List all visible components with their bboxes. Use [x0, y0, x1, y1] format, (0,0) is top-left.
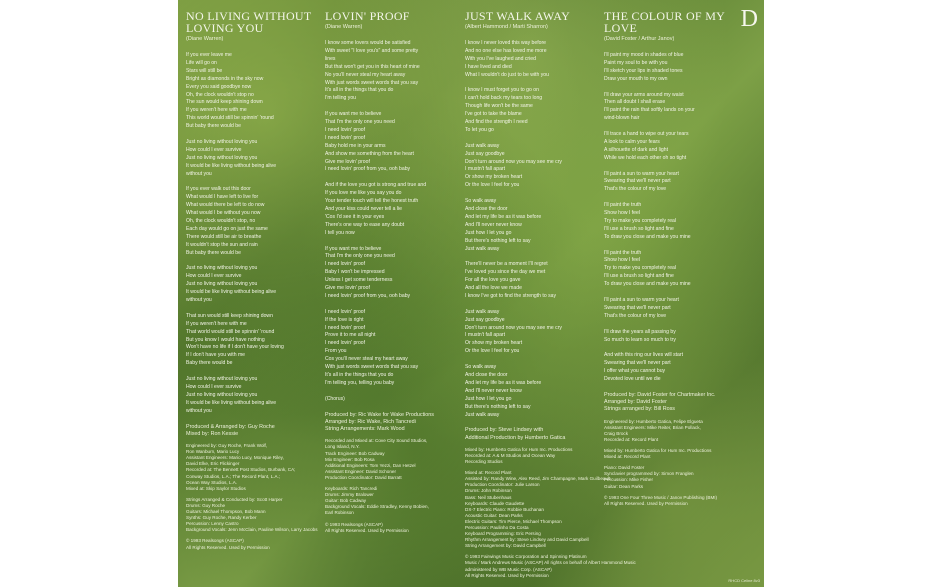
lyric-line: If you want me to believe — [325, 245, 382, 252]
lyric-line: I need lovin' proof — [325, 340, 366, 347]
lyric-line: I need lovin' proof — [325, 261, 366, 268]
lyric-line: Just no living without loving you — [186, 138, 258, 145]
credit-line: Ocean Way Studios, L.A. — [186, 479, 238, 485]
lyric-line: Just how I let you go — [465, 395, 512, 402]
lyric-line: Just no living without loving you — [186, 391, 258, 398]
lyric-line: If you weren't here with me — [186, 107, 247, 114]
credit-line: Additional Engineers: Tom Yezzi, Dan Hetzel — [325, 462, 416, 468]
credit-line: Production Coordinator: Julie Larson — [465, 482, 540, 488]
lyric-line: I mustn't fall apart — [465, 166, 506, 173]
lyric-line: I'll paint a sun to warm your heart — [604, 297, 679, 303]
song-writer: (David Foster / Arthur Janov) — [604, 36, 675, 42]
lyric-line: Swearing that we'll never part — [604, 360, 671, 367]
producer-credit: Additional Production by Humberto Gatica — [465, 434, 566, 441]
lyric-line: And show me something from the heart — [325, 150, 414, 157]
credit-line: Mixed by: Humberto Gatica for Hum Inc. Productions — [604, 448, 712, 454]
lyric-line: Devoted love until we die — [604, 376, 661, 383]
lyric-line: Draw your mouth to my own — [604, 75, 668, 82]
lyric-line: I need lovin' proof — [325, 324, 366, 331]
credit-line: Mixed at: Skip Saylor Studios — [186, 485, 246, 491]
producer-credit: Arranged by: Ric Wake, Rich Tancredi — [325, 418, 416, 425]
lyric-line: If the love is right — [325, 316, 364, 323]
song-writer: (Albert Hammond / Marti Sharron) — [465, 24, 548, 30]
credit-line: Recorded at: A & M Studios and Ocean Way — [465, 452, 556, 458]
stanza — [604, 202, 738, 242]
song-title: NO LIVING WITHOUT LOVING YOU — [186, 9, 312, 35]
stanza — [465, 309, 601, 356]
lyric-line: Then all doubt I shall erase — [604, 99, 666, 106]
producer-credit: Strings arranged by: Bill Ross — [604, 406, 676, 413]
lyric-line: I'll paint my mood in shades of blue — [604, 52, 684, 58]
lyric-line: Every you said goodbye now — [186, 83, 252, 90]
lyric-line: I need lovin' proof from you, ooh baby — [325, 166, 411, 173]
lyric-line: without you — [186, 170, 212, 177]
credit-line: Music / Mark Andrews Music (ASCAP) All rights on behalf of Albert Hammond Music — [465, 560, 636, 566]
lyric-line: But you know I would have nothing — [186, 336, 265, 343]
credit-line: © 1993 Fairwings Music Corporation and Spinning Platinum — [465, 554, 587, 560]
credit-line: © 1993 One Four Three Music / Janov Publishing (BMI) — [604, 494, 718, 500]
lyric-line: Don't turn around now you may see me cry — [465, 158, 562, 165]
stanza — [186, 52, 322, 131]
lyric-line: Baby there would be — [186, 360, 233, 367]
lyric-line: Just no living without loving you — [186, 154, 258, 161]
credit-line: Craig Brock — [604, 430, 628, 436]
lyric-line: Try to make you completely real — [604, 265, 676, 272]
lyric-line: If you weren't here with me — [186, 320, 247, 327]
lyrics — [604, 52, 738, 384]
lyric-line: Oh, the clock wouldn't stop no — [186, 91, 254, 98]
lyric-line: Show how I feel — [604, 257, 640, 264]
stanza — [465, 364, 601, 419]
lyric-line: I mustn't fall apart — [465, 332, 506, 339]
credit-line: Acoustic Guitar: Dean Parks — [465, 512, 523, 518]
lyric-line: Or the love I feel for you — [465, 182, 520, 189]
lyric-line: I have lived and died — [465, 63, 512, 70]
credit-line: All Rights Reserved. Used by Permission — [604, 500, 688, 506]
lyrics — [465, 40, 601, 419]
credit-line: Recorded at: The Bennett Post Studios, Burbank, CA; — [186, 467, 296, 473]
lyric-line: But that won't get you in this heart of mine — [325, 63, 420, 70]
credit-line: Drums: Guy Roche — [186, 502, 226, 508]
lyric-line: While we hold each other oh so tight — [604, 154, 687, 161]
lyric-line: To draw you close and make you mine — [604, 281, 691, 288]
stanza — [325, 40, 461, 103]
lyric-line: Just walk away — [465, 308, 500, 315]
lyric-line: And find the strength I need — [465, 119, 528, 126]
lyric-line: It would be like living without being alive — [186, 399, 277, 406]
credit-line: Electric Guitars: Tim Pierce, Michael Thompson — [465, 518, 562, 524]
credit-line: All Rights Reserved. Used by Permission — [186, 544, 270, 550]
credit-line: Keyboards: Rich Tancredi — [325, 486, 378, 492]
credit-line: Percussion: Lenny Castro — [186, 521, 239, 527]
credit-line: String Arrangement by: David Campbell — [465, 543, 546, 549]
credit-line: All Rights Reserved. Used by Permission — [465, 572, 549, 578]
lyric-line: It wouldn't stop the sun and rain — [186, 241, 258, 248]
lyric-line: And I'll never never know — [465, 221, 522, 228]
credit-line: Background Vocals: Eddie Stradley, Kenny Bobien, — [325, 504, 429, 510]
stanza — [604, 171, 738, 195]
song-writer: (Diane Warren) — [186, 36, 224, 42]
credit-line: Guitar: Bob Cadway — [325, 498, 367, 504]
lyric-line: No you'll never steal my heart away — [325, 71, 406, 78]
lyric-line: Swearing that we'll never part — [604, 178, 671, 185]
song-column-2 — [325, 10, 461, 534]
lyric-line: (Chorus) — [325, 395, 345, 402]
stanza — [604, 131, 738, 163]
lyric-line: But there's nothing left to say — [465, 237, 531, 244]
credit-line: David Elke, Eric Flickinger — [186, 461, 240, 467]
lyric-line: Cos you'll never steal my heart away — [325, 356, 408, 363]
stanza — [604, 52, 738, 84]
lyric-line: If you ever walk out this door — [186, 186, 251, 193]
lyric-line: Life will go on — [186, 59, 217, 66]
stanza — [186, 313, 322, 368]
lyric-line: So much to learn so much to try — [604, 336, 676, 343]
producer-credit: Produced & Arranged by: Guy Roche — [186, 423, 275, 430]
lyric-line: Won't have no life if I don't have your loving — [186, 344, 284, 351]
lyric-line: Prove it to me all night — [325, 332, 376, 339]
credits — [325, 412, 461, 534]
lyric-line: That I'm the only one you need — [325, 119, 395, 126]
lyric-line: With just words sweet words that you say — [325, 364, 419, 371]
lyric-line: A look to calm your fears — [604, 138, 660, 145]
lyric-line: I need lovin' proof — [325, 126, 366, 133]
lyric-line: And all the love we made — [465, 285, 522, 292]
lyric-line: I'll sketch your lips in shaded tones — [604, 67, 683, 74]
lyric-line: Give me lovin' proof — [325, 158, 370, 165]
lyric-line: Your tender touch will tell the honest truth — [325, 198, 419, 205]
stanza — [325, 396, 461, 404]
credit-line: Mixed at: Record Plant — [604, 454, 651, 460]
lyric-line: That I'm the only one you need — [325, 253, 395, 260]
lyric-line: Bright as diamonds in the sky now — [186, 75, 264, 82]
lyric-sheet — [178, 0, 764, 587]
lyric-line: How could I ever survive — [186, 273, 242, 280]
lyric-line: Baby I won't be impressed — [325, 269, 385, 276]
stanza — [465, 87, 601, 134]
lyric-line: What I wouldn't do just to be with you — [465, 71, 549, 78]
lyric-line: If you ever leave me — [186, 52, 232, 58]
stanza — [325, 182, 461, 237]
lyric-line: This world would still be spinnin' 'round — [186, 115, 274, 122]
credit-line: Percussion: Paulinho Da Costa — [465, 525, 529, 531]
lyric-line: I'll paint the truth — [604, 202, 642, 209]
lyric-line: I'll paint the truth — [604, 249, 642, 256]
lyric-line: I need lovin' proof from you, ooh baby — [325, 292, 411, 299]
lyric-line: I've loved you since the day we met — [465, 269, 546, 276]
lyric-line: And let my life be as it was before — [465, 213, 542, 220]
credit-line: Guitars: Michael Thompson, Bob Mann — [186, 509, 266, 515]
lyric-line: Just walk away — [465, 142, 500, 149]
lyric-line: What would there be left to do now — [186, 202, 265, 209]
credit-line: Recording Studios — [465, 459, 503, 465]
lyric-line: And I'll never never know — [465, 387, 522, 394]
credit-line: Percussion: Mike Fisher — [604, 477, 654, 483]
song-column-1 — [186, 10, 322, 551]
lyric-line: I'll paint a sun to warm your heart — [604, 170, 679, 177]
lyric-line: I need lovin' proof — [325, 134, 366, 141]
stanza — [465, 198, 601, 253]
stanza — [604, 352, 738, 384]
lyric-line: And let my life be as it was before — [465, 379, 542, 386]
song-writer: (Diane Warren) — [325, 24, 363, 30]
stanza — [465, 143, 601, 190]
credit-line: Bass: Neil Stubenhaus — [465, 494, 512, 500]
producer-credit: Arranged by: David Foster — [604, 399, 667, 406]
lyric-line: What would I be without you now — [186, 210, 261, 217]
producer-credit: Produced by: Ric Wake for Wake Productions — [325, 411, 434, 418]
producer-credit: Produced by: David Foster for Chartmaker Inc. — [604, 391, 716, 398]
lyric-line: To let you go — [465, 126, 494, 133]
lyric-line: I've got to take the blame — [465, 111, 522, 118]
credit-line: All Rights Reserved. Used by Permission — [325, 527, 409, 533]
stanza — [325, 246, 461, 301]
lyric-line: I know I never loved this way before — [465, 40, 546, 46]
credit-line: Assisted by: Randy Wine, Alex Reed, Jim Champagne, Mark Guilbeault — [465, 476, 611, 482]
stanza — [186, 186, 322, 257]
lyric-line: Paint my soul to be with you — [604, 59, 668, 66]
stanza — [186, 376, 322, 416]
lyric-line: Stars will still be — [186, 67, 223, 74]
credit-line: Piano: David Foster — [604, 465, 645, 471]
lyric-line: That's the colour of my love — [604, 186, 667, 193]
lyric-line: I'll paint the rain that softly lands on your — [604, 107, 695, 114]
lyric-line: I tell you now — [325, 229, 355, 236]
stanza — [465, 40, 601, 80]
lyric-line: It would be like living without being alive — [186, 162, 277, 169]
lyric-line: There would still be air to breathe — [186, 233, 262, 240]
lyric-line: But baby there would be — [186, 249, 241, 256]
lyric-line: So walk away — [465, 364, 497, 371]
lyric-line: With just words sweet words that you say — [325, 79, 419, 86]
credit-line: Assistant Engineers: Mario Lucy, Monique Riley, — [186, 455, 284, 461]
stanza — [186, 265, 322, 305]
producer-credit: Mixed by: Ron Kessie — [186, 430, 239, 437]
lyric-line: I'll trace a hand to wipe out your tears — [604, 131, 689, 138]
lyric-line: Oh, the clock wouldn't stop, no — [186, 218, 256, 224]
lyric-line: I'm telling you, telling you baby — [325, 379, 395, 386]
lyric-line: I'll use a brush so light and fine — [604, 225, 674, 232]
lyric-line: That sun would still keep shining down — [186, 312, 273, 319]
producer-credit: Produced by: Steve Lindsey with — [465, 427, 544, 434]
disc-letter: D — [740, 6, 758, 32]
lyric-line: There's one way to ease any doubt — [325, 221, 405, 228]
lyric-line: How could I ever survive — [186, 146, 242, 153]
lyrics — [186, 52, 322, 416]
lyric-line: Just no living without loving you — [186, 281, 258, 288]
producer-credit: String Arrangements: Mark Wood — [325, 426, 405, 433]
lyric-line: I know I must forget you to go on — [465, 87, 539, 94]
lyric-line: But baby there would be — [186, 123, 241, 130]
lyric-line: That world would still be spinnin' 'round — [186, 328, 275, 335]
song-title: JUST WALK AWAY — [465, 9, 571, 23]
lyric-line: Just how I let you go — [465, 229, 512, 236]
lyric-line: Just no living without loving you — [186, 265, 258, 272]
credit-line: Mix Engineer: Bob Rosa — [325, 456, 375, 462]
lyric-line: I need lovin' proof — [325, 308, 366, 315]
credit-line: Earl Robinson — [325, 510, 354, 516]
song-title: LOVIN' PROOF — [325, 9, 410, 23]
lyric-line: So walk away — [465, 198, 497, 205]
credit-line: Engineered by: Guy Roche, Frank Wolf, — [186, 443, 268, 449]
lyric-line: To draw you close and make you mine — [604, 233, 691, 240]
lyric-line: I know I've got to find the strength to say — [465, 292, 557, 299]
lyric-line: What would I have left to live for — [186, 194, 259, 201]
lyric-line: Or show my broken heart — [465, 340, 523, 347]
credit-line: Track Engineer: Bob Cadway — [325, 450, 385, 456]
lyric-line: I'll draw your arms around my waist — [604, 91, 684, 98]
stanza — [604, 250, 738, 290]
lyric-line: Though life won't be the same — [465, 103, 533, 110]
lyric-line: And close the door — [465, 371, 508, 378]
lyric-line: Just no living without loving you — [186, 376, 258, 383]
credit-line: Rhythm Arrangement by: Steve Lindsey and David Campbell — [465, 537, 589, 543]
lyric-line: From you — [325, 348, 347, 355]
lyric-line: There'll never be a moment I'll regret — [465, 261, 548, 268]
credit-line: Background Vocals: Jenn McClain, Pauline Wilson, Larry Jacobs — [186, 527, 318, 533]
lyric-line: Each day would go on just the same — [186, 225, 268, 232]
credit-line: Ron Wanburn, Mario Lucy — [186, 449, 240, 455]
stanza — [604, 297, 738, 321]
lyric-line: Just say goodbye — [465, 316, 505, 323]
song-title: THE COLOUR OF MY LOVE — [604, 9, 725, 35]
lyric-line: And if the love you got is strong and true and — [325, 182, 427, 189]
credit-line: Assistant Engineers: Mike Reiter, Brian Pollack, — [604, 424, 701, 430]
lyric-line: It's all in the things that you do — [325, 87, 394, 94]
lyric-line: I offer what you cannot buy — [604, 368, 666, 375]
stanza — [325, 111, 461, 174]
lyric-line: Swearing that we'll never part — [604, 304, 671, 311]
credit-line: Conway Studios, L.A.; The Record Plant, L.A.; — [186, 473, 281, 479]
lyric-line: Show how I feel — [604, 210, 640, 217]
credits — [186, 424, 322, 551]
lyric-line: If you want me to believe — [325, 111, 382, 118]
lyric-line: That's the colour of my love — [604, 312, 667, 319]
lyric-line: I know some lovers would be satisfied — [325, 40, 411, 46]
lyric-line: Or the love I feel for you — [465, 348, 520, 355]
lyric-line: But there's nothing left to say — [465, 403, 531, 410]
credit-line: Mixed at: Record Plant — [465, 470, 512, 476]
credit-line: Keyboard Programming: Eric Persing — [465, 531, 541, 537]
credits — [604, 392, 738, 507]
lyric-line: without you — [186, 297, 212, 304]
lyric-line: wind-blown hair — [604, 115, 640, 122]
stanza — [604, 92, 738, 124]
stanza — [604, 329, 738, 345]
lyric-line: Just walk away — [465, 411, 500, 418]
lyric-line: With you I've laughed and cried — [465, 55, 536, 62]
catalog-number: RHCD Celine 8v3 — [728, 578, 760, 583]
stanza — [325, 309, 461, 388]
lyric-line: without you — [186, 407, 212, 414]
credit-line: Recorded and Mixed at: Cove City Sound Studios, — [325, 438, 428, 444]
lyric-line: How could I ever survive — [186, 383, 242, 390]
credit-line: Mixed by: Humberto Gatica for Hum Inc. Productions — [465, 446, 573, 452]
lyric-line: Give me lovin' proof — [325, 285, 370, 292]
lyric-line: It's all in the things that you do — [325, 372, 394, 378]
credit-line: Production Coordinator: David Barratt — [325, 474, 402, 480]
lyric-line: Don't turn around now you may see me cry — [465, 324, 562, 331]
credit-line: Guitar: Dean Parks — [604, 483, 644, 489]
lyric-line: The sun would keep shining down — [186, 99, 263, 106]
lyric-line: And with this ring our lives will start — [604, 352, 683, 359]
credit-line: © 1993 Realsongs (ASCAP) — [186, 538, 244, 544]
lyric-line: 'Cos I'd see it in your eyes — [325, 213, 385, 220]
lyric-line: I'm telling you — [325, 95, 356, 102]
credit-line: Drums: John Robinson — [465, 488, 512, 494]
lyric-line: lines — [325, 55, 336, 62]
lyric-line: Just say goodbye — [465, 150, 505, 157]
lyric-line: Or show my broken heart — [465, 174, 523, 181]
credit-line: Synclavier programmed by: Simon Franglen — [604, 471, 694, 477]
lyric-line: I'll use a brush so light and fine — [604, 273, 674, 280]
lyric-line: For all the love you gave — [465, 277, 521, 284]
stanza — [465, 261, 601, 301]
credit-line: Recorded at: Record Plant — [604, 437, 659, 442]
credit-line: © 1993 Realsongs (ASCAP) — [325, 521, 383, 527]
lyric-line: It would be like living without being alive — [186, 289, 277, 296]
credit-line: Long Island, N.Y. — [325, 444, 360, 450]
lyric-line: Unless I get some tenderness — [325, 277, 393, 284]
lyric-line: If I don't have you with me — [186, 352, 246, 359]
lyrics — [325, 40, 461, 404]
lyric-line: I'll draw the years all passing by — [604, 328, 676, 335]
credit-line: Strings Arranged & Conducted by: Scott Harper — [186, 496, 283, 502]
credit-line: Synths: Guy Roche, Randy Kerber — [186, 515, 257, 521]
credit-line: Drums: Jimmy Bralower — [325, 492, 374, 498]
lyric-line: A silhouette of dark and light — [604, 146, 668, 153]
lyric-line: Baby hold me in your arms — [325, 142, 386, 149]
lyric-line: If you love me like you say you do — [325, 190, 402, 197]
lyric-line: I can't hold back my tears too long — [465, 95, 543, 102]
credit-line: DX-7 Electric Piano: Robbie Buchanan — [465, 506, 544, 512]
credit-line: administered by WB Music Corp. (ASCAP) — [465, 566, 552, 572]
lyric-line: And your kiss could never tell a lie — [325, 206, 403, 212]
lyric-line: And no one else has loved me more — [465, 47, 547, 54]
lyric-line: Just walk away — [465, 245, 500, 252]
lyric-line: And close the door — [465, 205, 508, 212]
credit-line: Keyboards: Claude Gaudette — [465, 500, 525, 506]
credit-line: Engineered by: Humberto Gatica, Felipe Elgueta — [604, 418, 703, 424]
lyric-line: With sweet "I love you's" and some pretty — [325, 47, 419, 54]
credit-line: Assistant Engineer: David Schoner — [325, 468, 396, 474]
stanza — [186, 139, 322, 179]
song-column-4 — [604, 10, 738, 507]
lyric-line: Try to make you completely real — [604, 217, 676, 224]
